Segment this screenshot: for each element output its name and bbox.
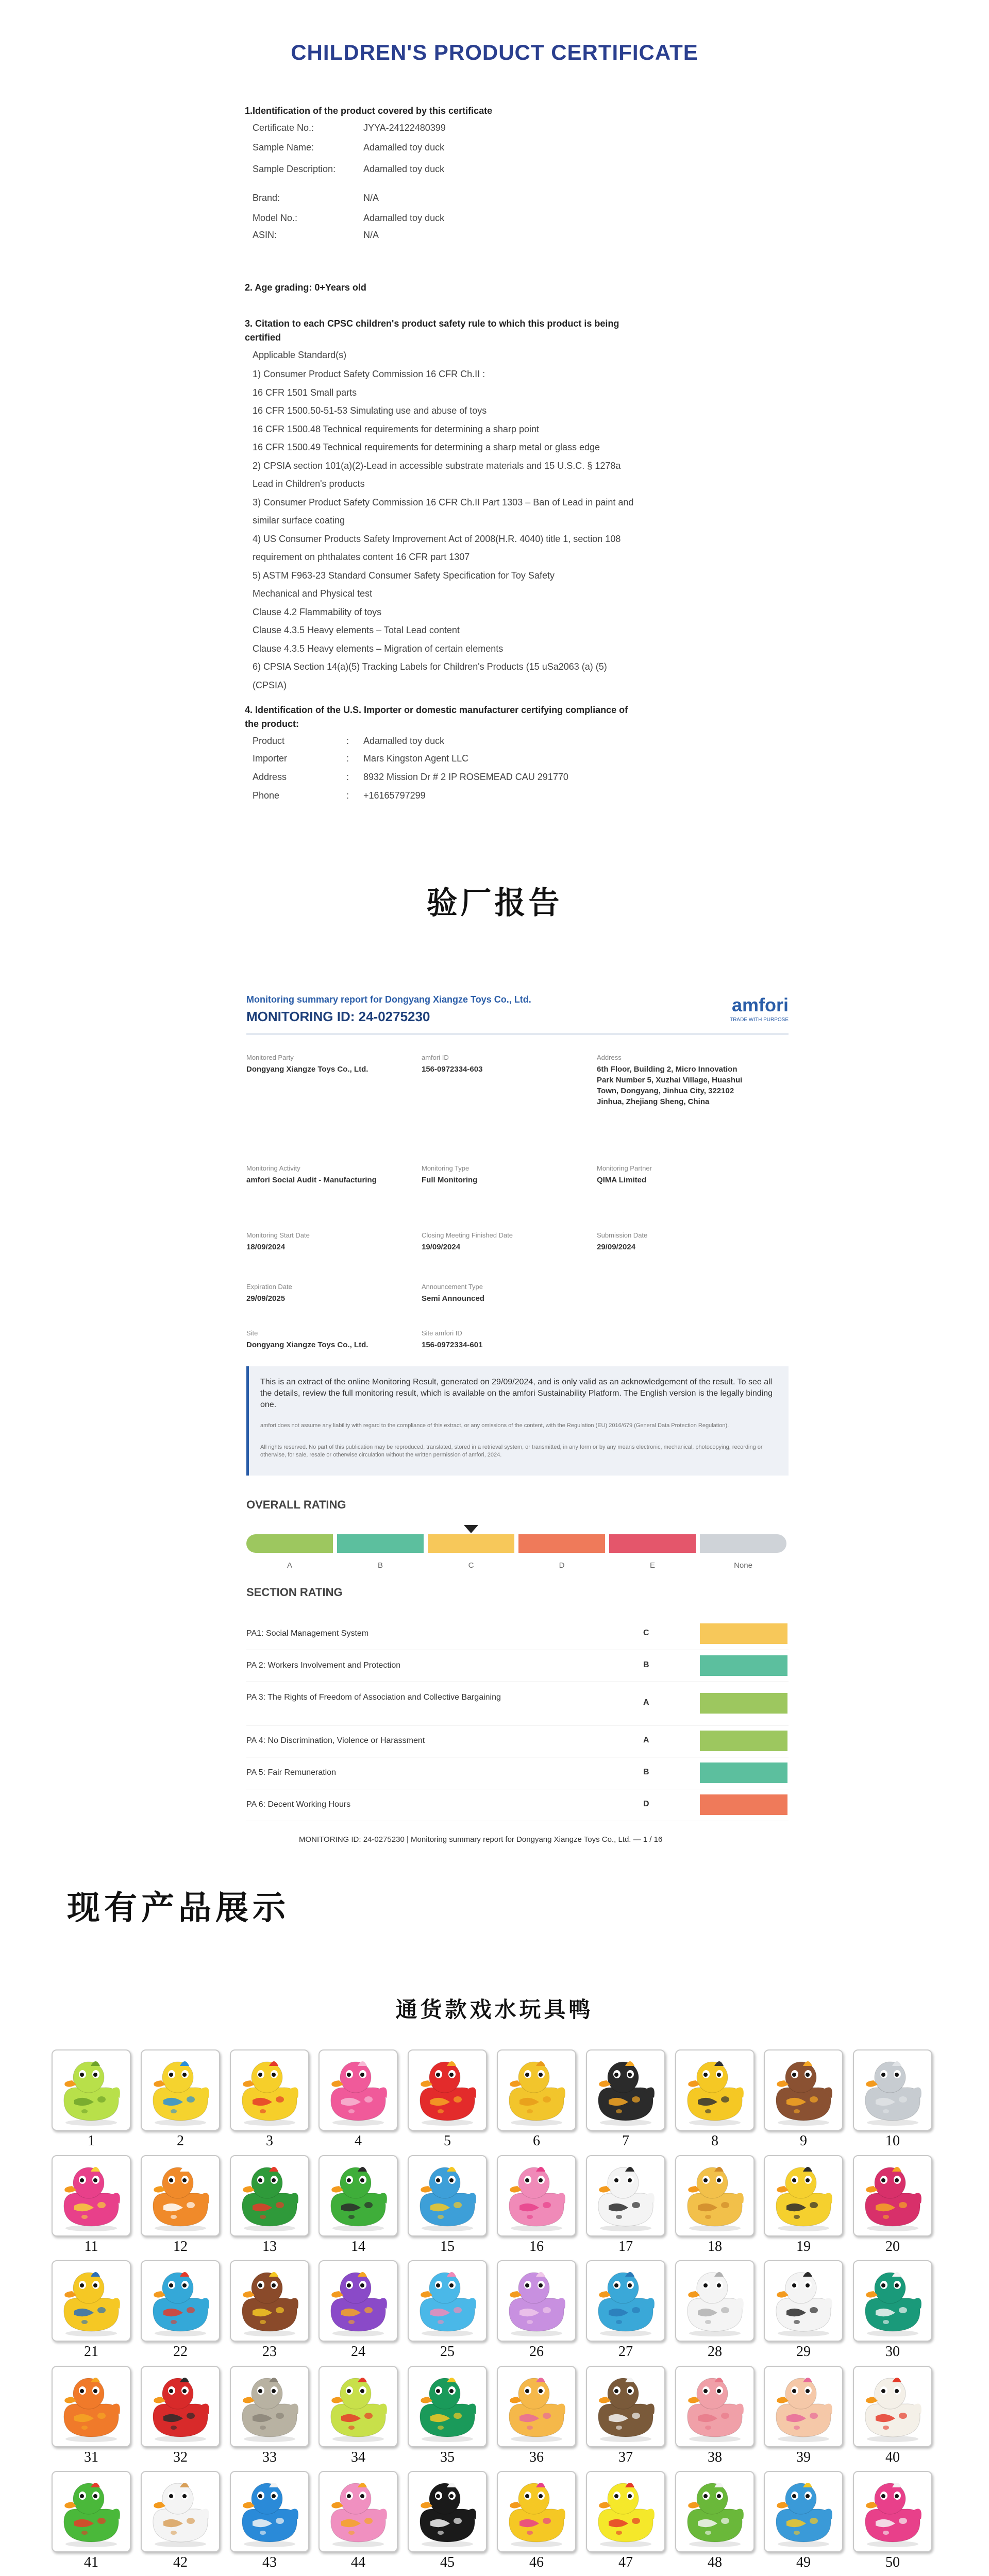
duck-product-card xyxy=(52,2471,131,2552)
info-label: Monitoring Activity xyxy=(246,1164,300,1172)
duck-product-card xyxy=(586,2366,665,2447)
cert-field-value: Adamalled toy duck xyxy=(363,213,445,223)
rubber-duck-icon xyxy=(231,2050,308,2130)
duck-product-card xyxy=(675,2049,755,2131)
cert-standard-line: 16 CFR 1500.50-51-53 Simulating use and abuse of toys xyxy=(253,405,487,416)
rubber-duck-icon xyxy=(231,2156,308,2235)
report-notice-box xyxy=(246,1366,789,1476)
rubber-duck-icon xyxy=(231,2472,308,2551)
amfori-logo-tagline: TRADE WITH PURPOSE xyxy=(730,1017,789,1023)
duck-product-card xyxy=(586,2471,665,2552)
duck-number: 11 xyxy=(84,2239,98,2255)
rubber-duck-icon xyxy=(676,2367,753,2446)
rubber-duck-icon xyxy=(765,2050,842,2130)
duck-product-card xyxy=(52,2366,131,2447)
rubber-duck-icon xyxy=(409,2472,486,2551)
duck-number: 5 xyxy=(444,2133,451,2149)
products-heading: 现有产品展示 xyxy=(67,1889,290,1927)
info-value: 18/09/2024 xyxy=(246,1243,286,1251)
duck-number: 30 xyxy=(885,2344,900,2360)
rubber-duck-icon xyxy=(320,2472,397,2551)
info-label: Closing Meeting Finished Date xyxy=(422,1231,513,1239)
duck-number: 1 xyxy=(88,2133,95,2149)
cert-standard-line: 5) ASTM F963-23 Standard Consumer Safety Specification for Toy Safety xyxy=(253,570,555,581)
rubber-duck-icon xyxy=(854,2472,931,2551)
rubber-duck-icon xyxy=(53,2472,130,2551)
rubber-duck-icon xyxy=(320,2367,397,2446)
importer-value: +16165797299 xyxy=(363,790,426,801)
duck-number: 20 xyxy=(885,2239,900,2255)
section-rating-heading: SECTION RATING xyxy=(246,1586,343,1599)
duck-product-card xyxy=(230,2366,309,2447)
duck-number: 50 xyxy=(885,2554,900,2570)
duck-number: 37 xyxy=(618,2449,633,2465)
amfori-logo: amfori xyxy=(731,994,789,1015)
cert-section4-heading-line2: the product: xyxy=(245,719,299,729)
cert-standard-line: (CPSIA) xyxy=(253,680,287,690)
rubber-duck-icon xyxy=(587,2472,664,2551)
rubber-duck-icon xyxy=(587,2156,664,2235)
rubber-duck-icon xyxy=(53,2367,130,2446)
rubber-duck-icon xyxy=(409,2261,486,2341)
cert-field-value: Adamalled toy duck xyxy=(363,142,445,152)
duck-product-card xyxy=(408,2366,487,2447)
duck-product-card xyxy=(497,2049,576,2131)
duck-number: 22 xyxy=(173,2344,188,2360)
section-label: PA 6: Decent Working Hours xyxy=(246,1800,351,1809)
duck-product-card xyxy=(497,2155,576,2236)
cert-standard-line: Clause 4.3.5 Heavy elements – Migration of certain elements xyxy=(253,643,504,654)
duck-number: 32 xyxy=(173,2449,188,2465)
duck-number: 14 xyxy=(351,2239,365,2255)
duck-number: 41 xyxy=(84,2554,98,2570)
info-value: 29/09/2025 xyxy=(246,1294,286,1303)
rating-label: C xyxy=(468,1561,474,1570)
duck-product-card xyxy=(497,2366,576,2447)
section-row xyxy=(246,1789,789,1821)
info-value: Dongyang Xiangze Toys Co., Ltd. xyxy=(246,1065,368,1074)
rubber-duck-icon xyxy=(676,2050,753,2130)
info-label: Address xyxy=(597,1054,622,1061)
duck-product-card xyxy=(853,2260,932,2342)
rubber-duck-icon xyxy=(142,2261,219,2341)
cert-standard-line: 6) CPSIA Section 14(a)(5) Tracking Labels for Children's Products (15 uSa2063 (a) (5) xyxy=(253,662,607,672)
duck-product-card xyxy=(141,2155,220,2236)
info-label: Monitoring Start Date xyxy=(246,1231,310,1239)
cert-field-value: Adamalled toy duck xyxy=(363,164,445,174)
importer-sep: : xyxy=(346,736,349,746)
cert-standard-line: Clause 4.2 Flammability of toys xyxy=(253,606,382,617)
importer-sep: : xyxy=(346,753,349,764)
section-row xyxy=(246,1650,789,1682)
cert-field-label: Brand: xyxy=(253,193,280,203)
duck-product-card xyxy=(853,2366,932,2447)
duck-number: 21 xyxy=(84,2344,98,2360)
duck-number: 44 xyxy=(351,2554,365,2570)
cert-standard-line: 2) CPSIA section 101(a)(2)-Lead in accessible substrate materials and 15 U.S.C. § 1278a xyxy=(253,460,621,471)
cert-field-label: Sample Name: xyxy=(253,142,314,152)
duck-number: 13 xyxy=(262,2239,277,2255)
cert-field-label: Certificate No.: xyxy=(253,123,314,133)
section-label: PA 4: No Discrimination, Violence or Harassment xyxy=(246,1736,425,1745)
duck-product-card xyxy=(853,2471,932,2552)
duck-product-card xyxy=(675,2471,755,2552)
importer-value: 8932 Mission Dr # 2 IP ROSEMEAD CAU 291770 xyxy=(363,772,568,782)
duck-number: 47 xyxy=(618,2554,633,2570)
rubber-duck-icon xyxy=(587,2367,664,2446)
info-value: QIMA Limited xyxy=(597,1176,647,1184)
rubber-duck-icon xyxy=(765,2367,842,2446)
cert-standard-line: similar surface coating xyxy=(253,515,345,526)
section-label: PA 2: Workers Involvement and Protection xyxy=(246,1661,401,1670)
report-monitoring-id: MONITORING ID: 24-0275230 xyxy=(246,1009,430,1024)
info-value: Dongyang Xiangze Toys Co., Ltd. xyxy=(246,1341,368,1349)
cert-standard-line: 16 CFR 1500.49 Technical requirements for determining a sharp metal or glass edge xyxy=(253,442,600,452)
cert-section3-heading-line1: 3. Citation to each CPSC children's product safety rule to which this product is being xyxy=(245,318,619,329)
section-grade: C xyxy=(643,1629,649,1637)
section-grade: A xyxy=(643,1698,649,1707)
duck-number: 8 xyxy=(711,2133,718,2149)
duck-product-card xyxy=(586,2049,665,2131)
monitoring-report xyxy=(246,994,789,1860)
info-label: Site xyxy=(246,1329,258,1337)
importer-sep: : xyxy=(346,790,349,801)
rating-segment-b xyxy=(337,1534,424,1553)
info-label: Expiration Date xyxy=(246,1283,292,1291)
rubber-duck-icon xyxy=(854,2367,931,2446)
rubber-duck-icon xyxy=(854,2050,931,2130)
duck-product-card xyxy=(764,2471,843,2552)
duck-product-card xyxy=(52,2049,131,2131)
info-value: 29/09/2024 xyxy=(597,1243,636,1251)
rubber-duck-icon xyxy=(231,2367,308,2446)
duck-number: 24 xyxy=(351,2344,365,2360)
duck-product-card xyxy=(319,2471,398,2552)
cert-standard-line: requirement on phthalates content 16 CFR part 1307 xyxy=(253,552,470,562)
importer-label: Product xyxy=(253,736,285,746)
duck-product-card xyxy=(141,2471,220,2552)
duck-product-card xyxy=(408,2049,487,2131)
duck-number: 25 xyxy=(440,2344,455,2360)
importer-label: Address xyxy=(253,772,287,782)
rubber-duck-icon xyxy=(676,2472,753,2551)
duck-number: 48 xyxy=(708,2554,722,2570)
duck-product-card xyxy=(408,2471,487,2552)
rating-marker-icon xyxy=(464,1525,478,1533)
importer-value: Mars Kingston Agent LLC xyxy=(363,753,469,764)
info-value: 19/09/2024 xyxy=(422,1243,461,1251)
notice-main-text: This is an extract of the online Monitoring Result, generated on 29/09/2024, and is only valid as an acknowledgement of the result. To see all the details, review the full monitoring result, which is available on the amfori Sustainability Platform. The English version is the legally binding one. xyxy=(260,1378,773,1409)
section-grade-bar xyxy=(700,1762,787,1783)
duck-number: 33 xyxy=(262,2449,277,2465)
section-row xyxy=(246,1682,789,1725)
rating-label: E xyxy=(649,1561,655,1570)
duck-product-card xyxy=(319,2260,398,2342)
duck-number: 26 xyxy=(529,2344,544,2360)
section-row xyxy=(246,1757,789,1789)
duck-product-card xyxy=(764,2366,843,2447)
duck-product-card xyxy=(586,2155,665,2236)
rating-segment-c xyxy=(428,1534,514,1553)
rubber-duck-icon xyxy=(142,2367,219,2446)
cert-field-label: ASIN: xyxy=(253,230,277,240)
duck-product-card xyxy=(319,2366,398,2447)
importer-label: Phone xyxy=(253,790,280,801)
duck-product-card xyxy=(497,2260,576,2342)
duck-number: 29 xyxy=(796,2344,811,2360)
info-label: Announcement Type xyxy=(422,1283,483,1291)
rubber-duck-icon xyxy=(765,2261,842,2341)
rubber-duck-icon xyxy=(142,2156,219,2235)
section-grade: A xyxy=(643,1736,649,1744)
duck-number: 36 xyxy=(529,2449,544,2465)
rubber-duck-icon xyxy=(53,2156,130,2235)
duck-product-card xyxy=(319,2155,398,2236)
duck-number: 34 xyxy=(351,2449,365,2465)
duck-product-card xyxy=(764,2049,843,2131)
duck-number: 38 xyxy=(708,2449,722,2465)
info-value: 156-0972334-601 xyxy=(422,1341,483,1349)
cert-standard-line: Mechanical and Physical test xyxy=(253,588,373,599)
rubber-duck-icon xyxy=(142,2050,219,2130)
duck-number: 27 xyxy=(618,2344,633,2360)
rubber-duck-icon xyxy=(142,2472,219,2551)
section-grade: D xyxy=(643,1800,649,1808)
rubber-duck-icon xyxy=(498,2367,575,2446)
cert-section2-heading: 2. Age grading: 0+Years old xyxy=(245,282,366,293)
cert-field-value: JYYA-24122480399 xyxy=(363,123,446,133)
factory-audit-heading: 验厂报告 xyxy=(426,885,563,921)
cert-standard-line: 4) US Consumer Products Safety Improvement Act of 2008(H.R. 4040) title 1, section 108 xyxy=(253,533,621,544)
info-value: 156-0972334-603 xyxy=(422,1065,483,1074)
info-label: Submission Date xyxy=(597,1231,648,1239)
rating-segment-d xyxy=(518,1534,605,1553)
duck-number: 4 xyxy=(355,2133,362,2149)
cert-standard-line: Clause 4.3.5 Heavy elements – Total Lead content xyxy=(253,625,460,635)
rubber-duck-icon xyxy=(498,2472,575,2551)
rubber-duck-icon xyxy=(854,2261,931,2341)
cert-standard-line: 3) Consumer Product Safety Commission 16 CFR Ch.II Part 1303 – Ban of Lead in paint and xyxy=(253,497,634,507)
rating-label: B xyxy=(377,1561,383,1570)
duck-product-card xyxy=(319,2049,398,2131)
cert-section1-heading: 1.Identification of the product covered by this certificate xyxy=(245,106,493,116)
info-value: Full Monitoring xyxy=(422,1176,478,1184)
duck-number: 43 xyxy=(262,2554,277,2570)
rubber-duck-icon xyxy=(498,2050,575,2130)
notice-fine-print-2: All rights reserved. No part of this publication may be reproduced, translated, stored in a retrieval system, or transmitted, in any form or by any means electronic, mechanical, photocopying, recording or otherwise, for sale, resale or otherwise circulation without the written permission of amfori, 2024. xyxy=(260,1444,763,1458)
rubber-duck-icon xyxy=(231,2261,308,2341)
section-row xyxy=(246,1618,789,1650)
report-title: Monitoring summary report for Dongyang Xiangze Toys Co., Ltd. xyxy=(246,994,531,1005)
cert-field-value: N/A xyxy=(363,193,379,203)
rubber-duck-icon xyxy=(409,2156,486,2235)
rubber-duck-icon xyxy=(498,2261,575,2341)
duck-number: 45 xyxy=(440,2554,455,2570)
rubber-duck-icon xyxy=(320,2261,397,2341)
info-value: Semi Announced xyxy=(422,1294,484,1303)
section-label: PA 5: Fair Remuneration xyxy=(246,1768,337,1777)
duck-product-card xyxy=(675,2366,755,2447)
duck-product-card xyxy=(52,2155,131,2236)
rubber-duck-icon xyxy=(676,2261,753,2341)
cert-section4-heading-line1: 4. Identification of the U.S. Importer or domestic manufacturer certifying compliance of xyxy=(245,705,628,715)
duck-number: 12 xyxy=(173,2239,188,2255)
importer-sep: : xyxy=(346,772,349,782)
section-grade-bar xyxy=(700,1655,787,1676)
section-grade-bar xyxy=(700,1731,787,1751)
cert-standard-line: 16 CFR 1501 Small parts xyxy=(253,387,357,398)
section-label: PA1: Social Management System xyxy=(246,1629,369,1638)
duck-product-card xyxy=(764,2260,843,2342)
duck-product-card xyxy=(52,2260,131,2342)
duck-product-card xyxy=(853,2155,932,2236)
duck-product-card xyxy=(408,2260,487,2342)
section-row xyxy=(246,1725,789,1757)
duck-number: 18 xyxy=(708,2239,722,2255)
section-label: PA 3: The Rights of Freedom of Association and Collective Bargaining xyxy=(246,1693,501,1702)
rating-segment-e xyxy=(609,1534,696,1553)
duck-product-card xyxy=(230,2155,309,2236)
info-label: amfori ID xyxy=(422,1054,449,1061)
rubber-duck-icon xyxy=(587,2050,664,2130)
cert-field-label: Sample Description: xyxy=(253,164,336,174)
cert-field-value: N/A xyxy=(363,230,379,240)
bath-duck-subheading: 通货款戏水玩具鸭 xyxy=(395,1997,594,2022)
report-divider xyxy=(246,1033,789,1035)
rubber-duck-icon xyxy=(409,2367,486,2446)
duck-number: 40 xyxy=(885,2449,900,2465)
info-label: Monitoring Partner xyxy=(597,1164,652,1172)
duck-number: 23 xyxy=(262,2344,277,2360)
duck-number: 42 xyxy=(173,2554,188,2570)
rating-label: A xyxy=(287,1561,292,1570)
info-value: amfori Social Audit - Manufacturing xyxy=(246,1176,377,1184)
duck-product-card xyxy=(675,2260,755,2342)
duck-product-card xyxy=(497,2471,576,2552)
rating-segment-a xyxy=(246,1534,333,1553)
section-grade: B xyxy=(643,1660,649,1669)
duck-number: 3 xyxy=(266,2133,273,2149)
importer-value: Adamalled toy duck xyxy=(363,736,445,746)
cert-field-label: Model No.: xyxy=(253,213,298,223)
section-grade-bar xyxy=(700,1623,787,1644)
duck-number: 49 xyxy=(796,2554,811,2570)
rubber-duck-icon xyxy=(320,2050,397,2130)
rubber-duck-icon xyxy=(498,2156,575,2235)
duck-number: 46 xyxy=(529,2554,544,2570)
section-grade-bar xyxy=(700,1693,787,1714)
section-grade-bar xyxy=(700,1794,787,1815)
rating-label: None xyxy=(734,1561,752,1570)
duck-product-card xyxy=(853,2049,932,2131)
notice-fine-print-1: amfori does not assume any liability with regard to the compliance of this extract, or any omissions of the content, with the Regulation (EU) 2016/679 (General Data Protection Regulation). xyxy=(260,1422,729,1429)
duck-number: 28 xyxy=(708,2344,722,2360)
info-label: Site amfori ID xyxy=(422,1329,462,1337)
duck-product-card xyxy=(675,2155,755,2236)
cert-standard-line: 16 CFR 1500.48 Technical requirements for determining a sharp point xyxy=(253,423,539,434)
rubber-duck-icon xyxy=(765,2156,842,2235)
importer-label: Importer xyxy=(253,753,288,764)
duck-product-card xyxy=(230,2260,309,2342)
info-value: 6th Floor, Building 2, Micro Innovation Park Number 5, Xuzhai Village, Huashui Town, Dongyang, Jinhua City, 322102 Jinhua, Zhejiang Sheng, China xyxy=(597,1065,743,1106)
rubber-duck-icon xyxy=(53,2050,130,2130)
duck-number: 7 xyxy=(622,2133,629,2149)
duck-number: 35 xyxy=(440,2449,455,2465)
duck-number: 2 xyxy=(177,2133,184,2149)
duck-number: 16 xyxy=(529,2239,544,2255)
duck-product-card xyxy=(408,2155,487,2236)
overall-rating-heading: OVERALL RATING xyxy=(246,1498,346,1511)
certificate-title: CHILDREN'S PRODUCT CERTIFICATE xyxy=(291,40,698,64)
duck-product-card xyxy=(586,2260,665,2342)
duck-product-card xyxy=(141,2260,220,2342)
cert-section3-heading-line2: certified xyxy=(245,332,281,343)
duck-product-card xyxy=(141,2049,220,2131)
cert-standards-heading: Applicable Standard(s) xyxy=(253,350,347,360)
info-label: Monitoring Type xyxy=(422,1164,470,1172)
rubber-duck-icon xyxy=(676,2156,753,2235)
duck-number: 15 xyxy=(440,2239,455,2255)
rubber-duck-icon xyxy=(765,2472,842,2551)
duck-number: 17 xyxy=(618,2239,633,2255)
rubber-duck-icon xyxy=(53,2261,130,2341)
duck-product-card xyxy=(230,2049,309,2131)
section-grade: B xyxy=(643,1768,649,1776)
rubber-duck-icon xyxy=(320,2156,397,2235)
duck-product-card xyxy=(764,2155,843,2236)
info-label: Monitored Party xyxy=(246,1054,294,1061)
rubber-duck-icon xyxy=(854,2156,931,2235)
duck-number: 9 xyxy=(800,2133,807,2149)
duck-number: 19 xyxy=(796,2239,811,2255)
duck-product-card xyxy=(230,2471,309,2552)
rating-segment-none xyxy=(700,1534,786,1553)
cert-standard-line: 1) Consumer Product Safety Commission 16 CFR Ch.II : xyxy=(253,369,485,379)
report-footer: MONITORING ID: 24-0275230 | Monitoring summary report for Dongyang Xiangze Toys Co., Ltd. — 1 / 16 xyxy=(299,1835,663,1844)
cert-standard-line: Lead in Children's products xyxy=(253,479,365,489)
rubber-duck-icon xyxy=(409,2050,486,2130)
duck-number: 39 xyxy=(796,2449,811,2465)
duck-number: 6 xyxy=(533,2133,540,2149)
rating-label: D xyxy=(559,1561,565,1570)
duck-number: 31 xyxy=(84,2449,98,2465)
duck-product-card xyxy=(141,2366,220,2447)
rubber-duck-icon xyxy=(587,2261,664,2341)
duck-number: 10 xyxy=(885,2133,900,2149)
